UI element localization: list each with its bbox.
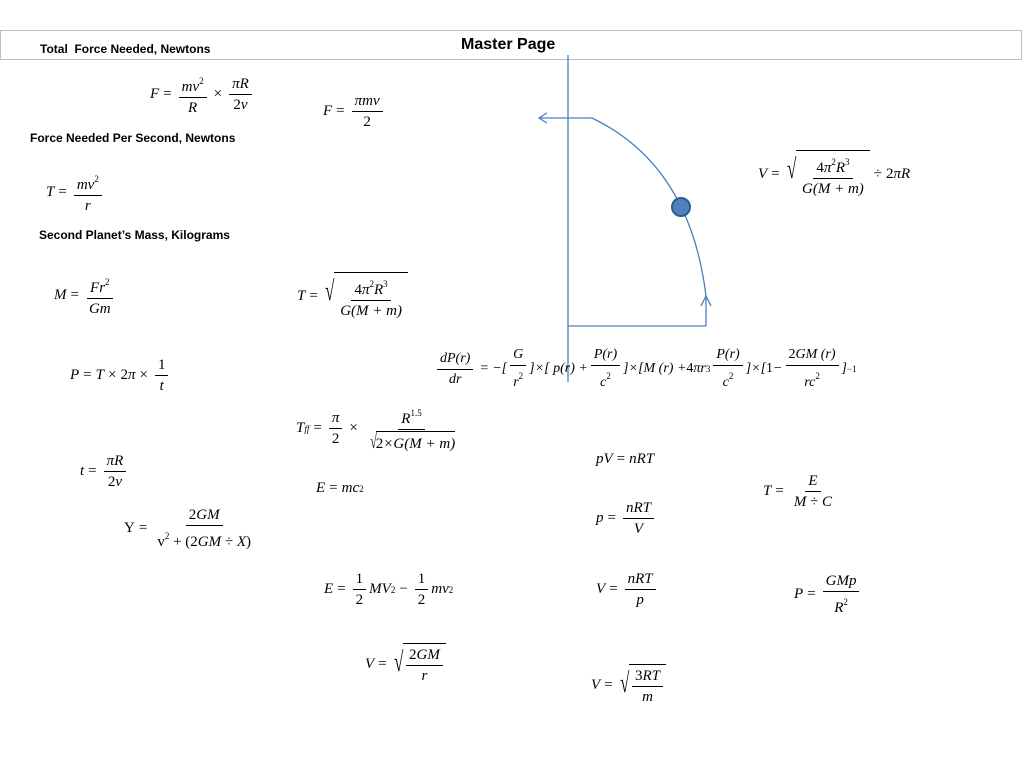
- planet-circle: [672, 198, 690, 216]
- formula-y: Y = $\frac{2GM}{v^2 + (2GM \div X)}$: [124, 507, 252, 550]
- formula-planet-mass: M = $\frac{Fr^2}{Gm}$: [54, 273, 117, 318]
- formula-energy-ratio: T = $\frac{E}{M \div C}$: [763, 473, 833, 510]
- formula-pressure-gas: p = $\frac{\text{nRT}}{V}$: [596, 499, 657, 538]
- formula-ideal-gas: pV = nRT: [596, 451, 655, 467]
- label-total-force: Total Force Needed, Newtons: [40, 42, 211, 56]
- label-force-per-second: Force Needed Per Second, Newtons: [30, 131, 236, 145]
- formula-force-total: F = $\frac{mv^2}{R}$ × $\frac{\pi R}{2v}$: [150, 72, 255, 117]
- formula-tov-equation: $\frac{dP(r)}{dr}$ = −[ $\frac{G}{r^2}$ ]×[ p(r) + $\frac{P(r)}{c^2}$ ]×[M (r) + 4 πr 3 $\frac{P(r)}{c^2}$ ]×[ 1 − $\frac{2GM (r)}{rc^2}$ ] −1: [434, 346, 857, 392]
- formula-volume-gas: V = $\frac{\text{nRT}}{p}$: [596, 570, 659, 609]
- formula-mass-energy: E = mc 2: [316, 480, 364, 496]
- formula-velocity-orbit: V = √ $\frac{4\pi^2R^3}{G(M + m)}$ ÷ 2 πR: [758, 150, 910, 198]
- formula-period-product: P = T × 2 π × $\frac{1}{t}$: [70, 356, 171, 395]
- formula-force-pi: F = $\frac{\text{πmv}}{2}$: [323, 92, 386, 131]
- formula-rms-velocity: V = √ $\frac{3RT}{m}$: [591, 664, 666, 706]
- page-title: Master Page: [461, 36, 556, 53]
- label-second-planet-mass: Second Planet’s Mass, Kilograms: [39, 228, 230, 242]
- formula-force-per-second: T = $\frac{mv^2}{r}$: [46, 170, 105, 215]
- formula-kinetic-energy: E = $\frac{1}{2}$ MV 2 − $\frac{1}{2}$ mv 2: [324, 571, 454, 608]
- formula-escape-velocity: V = √ $\frac{2GM}{r}$: [365, 643, 446, 685]
- formula-pressure-gravity: P = $\frac{\text{GMp}}{R^2}$: [794, 572, 862, 617]
- formula-time: t = $\frac{\pi R}{2v}$: [80, 452, 129, 491]
- formula-freefall-time: T ff = $\frac{\pi}{2}$ × $R^{1.5}$ √ 2 ×G(M + m): [296, 404, 461, 453]
- formula-orbital-period: T = √ $\frac{4\pi^2R^3}{G(M + m)}$: [297, 272, 408, 320]
